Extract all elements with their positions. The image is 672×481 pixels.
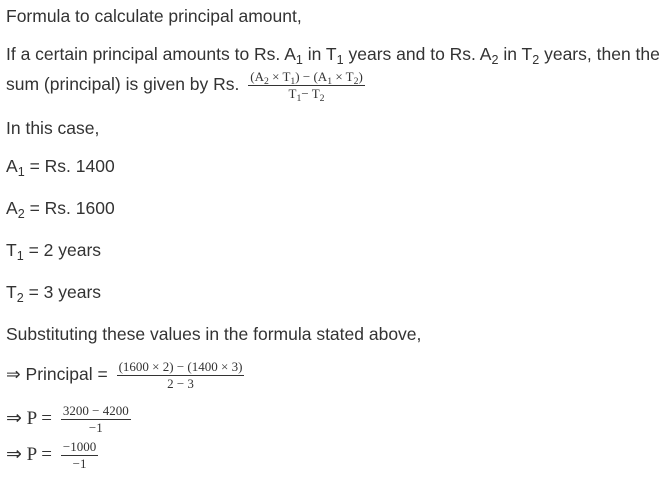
value-text: = 2 years [23,240,102,260]
substituting-text: Substituting these values in the formula stated above, [6,324,422,344]
statement-text: years and to Rs. A [343,44,492,64]
step-3-fraction [61,440,98,471]
step-2-denominator: −1 [88,420,103,435]
step-2 [6,404,131,435]
symbol: A [6,156,18,176]
value-text: = Rs. 1400 [24,156,115,176]
formula-denominator [248,86,365,104]
formula-part: (A [250,69,264,84]
intro-text: Formula to calculate principal amount, [6,6,302,26]
statement-text: sum (principal) is given by Rs. [6,74,240,95]
value-t2 [6,280,101,304]
step-label: ⇒ P = [6,444,52,466]
formula-part: ) − (A [295,69,328,84]
statement-text: years, then the [539,44,660,64]
subscript: 2 [264,75,269,87]
symbol: A [6,198,18,218]
subscript: 1 [295,52,303,67]
value-text: = 3 years [23,282,102,302]
value-a2 [6,196,115,220]
formula-part: ) [358,69,363,84]
step-3-denominator: −1 [72,456,87,471]
subscript: 2 [319,92,325,104]
statement-text: in T [498,44,533,64]
step-1-denominator: 2 − 3 [167,376,194,391]
step-2-numerator: 3200 − 4200 [62,403,129,418]
subscript: 2 [353,75,359,87]
value-t1 [6,238,101,262]
step-1-numerator: (1600 × 2) − (1400 × 3) [118,359,243,374]
step-label: ⇒ Principal = [6,364,108,385]
subscript: 1 [327,75,333,87]
subscript: 2 [491,52,499,67]
subscript: 2 [17,206,25,221]
formula-part: T [288,86,297,101]
case-label: In this case, [6,118,100,138]
subscript: 1 [296,92,302,104]
statement-text: If a certain principal amounts to Rs. A [6,44,296,64]
step-1 [6,360,244,391]
subscript: 1 [17,164,25,179]
step-1-fraction [117,360,245,391]
formula-numerator [248,70,365,86]
formula-statement-line-1 [6,42,660,66]
principal-formula-fraction [248,69,365,104]
step-3 [6,440,98,471]
subscript: 1 [16,248,24,263]
formula-part: × T [332,69,354,84]
subscript: 2 [532,52,540,67]
formula-statement-line-2 [6,69,365,104]
subscript: 1 [290,75,296,87]
symbol: T [6,240,17,260]
value-text: = Rs. 1600 [24,198,115,218]
step-label: ⇒ P = [6,408,52,430]
subscript: 2 [16,290,24,305]
step-3-numerator: −1000 [62,439,97,454]
step-2-fraction [61,404,131,435]
subscript: 1 [336,52,344,67]
formula-part: × T [268,69,291,84]
statement-text: in T [302,44,337,64]
symbol: T [6,282,17,302]
value-a1 [6,154,115,178]
formula-part: − T [301,86,320,101]
